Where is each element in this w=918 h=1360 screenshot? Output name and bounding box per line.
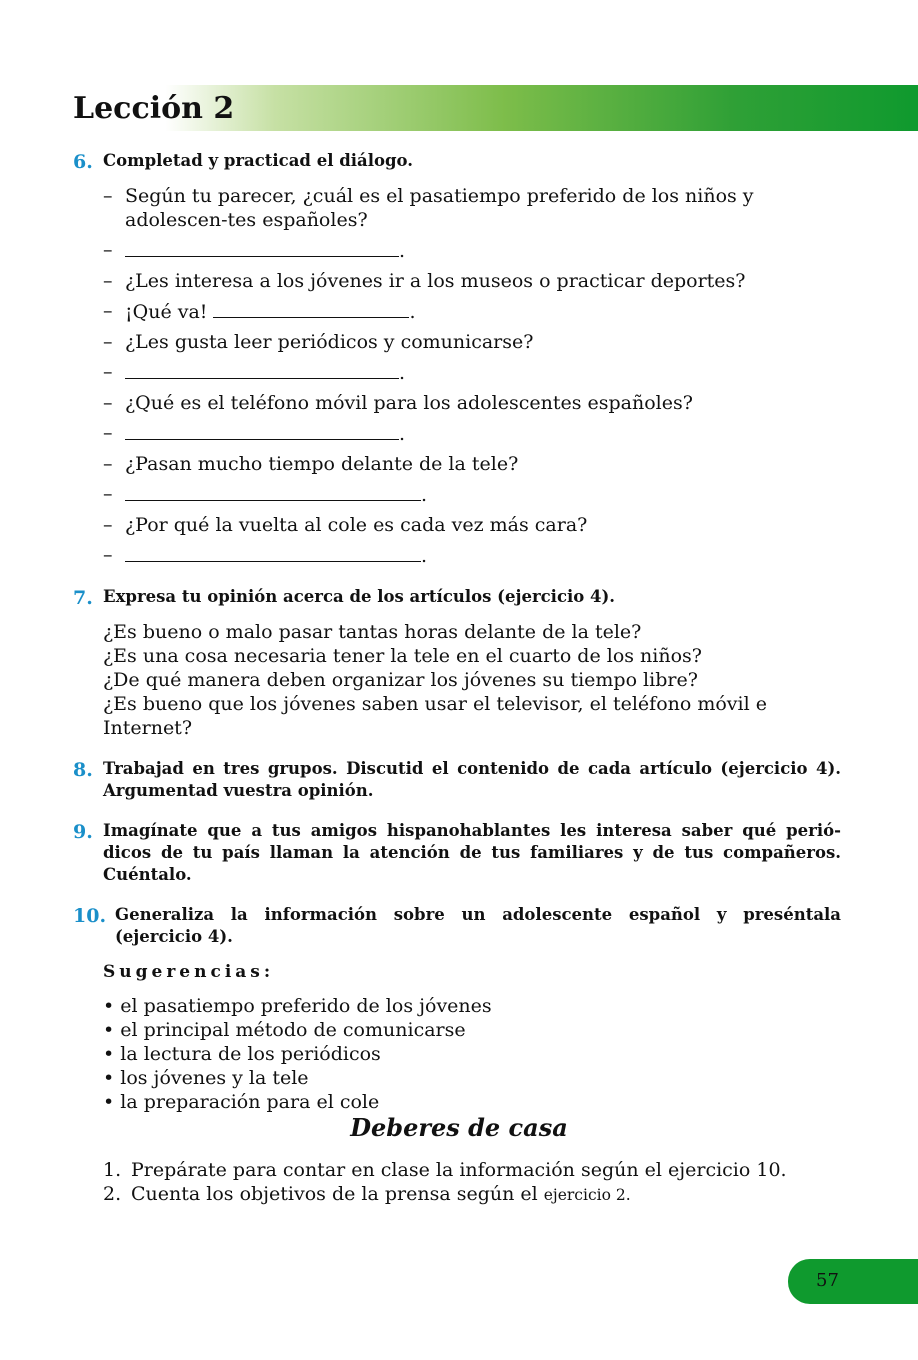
dialog-line: – ¿Por qué la vuelta al cole es cada vez más cara?	[103, 513, 841, 537]
suggestion-item: • la preparación para el cole	[103, 1090, 841, 1114]
answer-blank[interactable]	[125, 238, 399, 257]
exercise-10	[73, 904, 841, 948]
homework-list	[103, 1158, 843, 1207]
dialog-answer-blank: – .	[103, 543, 841, 568]
exercise-9	[73, 820, 841, 886]
suggestions-list	[103, 994, 841, 1114]
answer-blank[interactable]	[125, 421, 399, 440]
exercise-title: Trabajad en tres grupos. Discutid el contenido de cada artículo (ejercicio 4). Argumentad vuestra opinión.	[103, 759, 841, 800]
answer-blank[interactable]	[213, 299, 409, 318]
suggestions-block	[73, 960, 841, 1114]
question: ¿Es bueno que los jóvenes saben usar el televisor, el teléfono móvil e Internet?	[103, 693, 767, 739]
dialog-line: – ¿Pasan mucho tiempo delante de la tele?	[103, 452, 841, 476]
homework-item	[103, 1158, 843, 1182]
question: ¿Es bueno o malo pasar tantas horas delante de la tele?	[103, 621, 642, 643]
question-list	[103, 620, 841, 740]
dialog-line: – ¡Qué va! .	[103, 299, 841, 324]
homework-text: Prepárate para contar en clase la información según el ejercicio 10.	[131, 1159, 787, 1181]
homework-title: Deberes de casa	[350, 1113, 568, 1142]
dialog-answer-blank: – .	[103, 360, 841, 385]
suggestions-title: Sugerencias:	[103, 962, 275, 982]
answer-blank[interactable]	[125, 543, 421, 562]
homework-number: 1.	[103, 1159, 122, 1181]
dialog-line: – ¿Les interesa a los jóvenes ir a los museos o practicar deportes?	[103, 269, 841, 293]
exercise-number: 7.	[73, 587, 93, 609]
dialog-line: – ¿Qué es el teléfono móvil para los adolescentes españoles?	[103, 391, 841, 415]
lesson-title: Lección 2	[73, 91, 235, 126]
exercise-number: 8.	[73, 759, 93, 781]
exercise-number: 6.	[73, 151, 93, 173]
answer-blank[interactable]	[125, 360, 399, 379]
exercise-6	[73, 150, 841, 568]
exercise-title: Expresa tu opinión acerca de los artículos (ejercicio 4).	[103, 587, 616, 606]
exercise-7	[73, 586, 841, 740]
page-number-tab	[788, 1259, 918, 1304]
suggestion-item: • el pasatiempo preferido de los jóvenes	[103, 994, 841, 1018]
exercise-title: Completad y practicad el diálogo.	[103, 151, 413, 170]
homework-number: 2.	[103, 1183, 122, 1205]
question: ¿De qué manera deben organizar los jóvenes su tiempo libre?	[103, 669, 698, 691]
suggestion-item: • los jóvenes y la tele	[103, 1066, 841, 1090]
page-number: 57	[816, 1270, 839, 1291]
dialog-answer-blank: – .	[103, 482, 841, 507]
exercise-8	[73, 758, 841, 802]
dialog-line: – ¿Les gusta leer periódicos y comunicarse?	[103, 330, 841, 354]
exercise-title: Imagínate que a tus amigos hispanohablantes les interesa saber qué perió-dicos de tu país llaman la atención de tus familiares y de tus compañeros. Cuéntalo.	[103, 821, 841, 884]
answer-blank[interactable]	[125, 482, 421, 501]
content	[73, 150, 841, 1114]
exercise-title: Generaliza la información sobre un adolescente español y preséntala (ejercicio 4).	[115, 905, 841, 946]
question: ¿Es una cosa necesaria tener la tele en el cuarto de los niños?	[103, 645, 702, 667]
suggestion-item: • el principal método de comunicarse	[103, 1018, 841, 1042]
suggestion-item: • la lectura de los periódicos	[103, 1042, 841, 1066]
dialog-answer-blank: – .	[103, 421, 841, 446]
dialog-answer-blank: – .	[103, 238, 841, 263]
dialog-list	[103, 184, 841, 568]
exercise-number: 9.	[73, 821, 93, 843]
homework-text: Cuenta los objetivos de la prensa según el ejercicio 2.	[131, 1183, 631, 1205]
homework-item	[103, 1182, 843, 1207]
dialog-line: – Según tu parecer, ¿cuál es el pasatiempo preferido de los niños y adolescen-tes españoles?	[103, 184, 841, 232]
exercise-number: 10.	[73, 905, 107, 927]
